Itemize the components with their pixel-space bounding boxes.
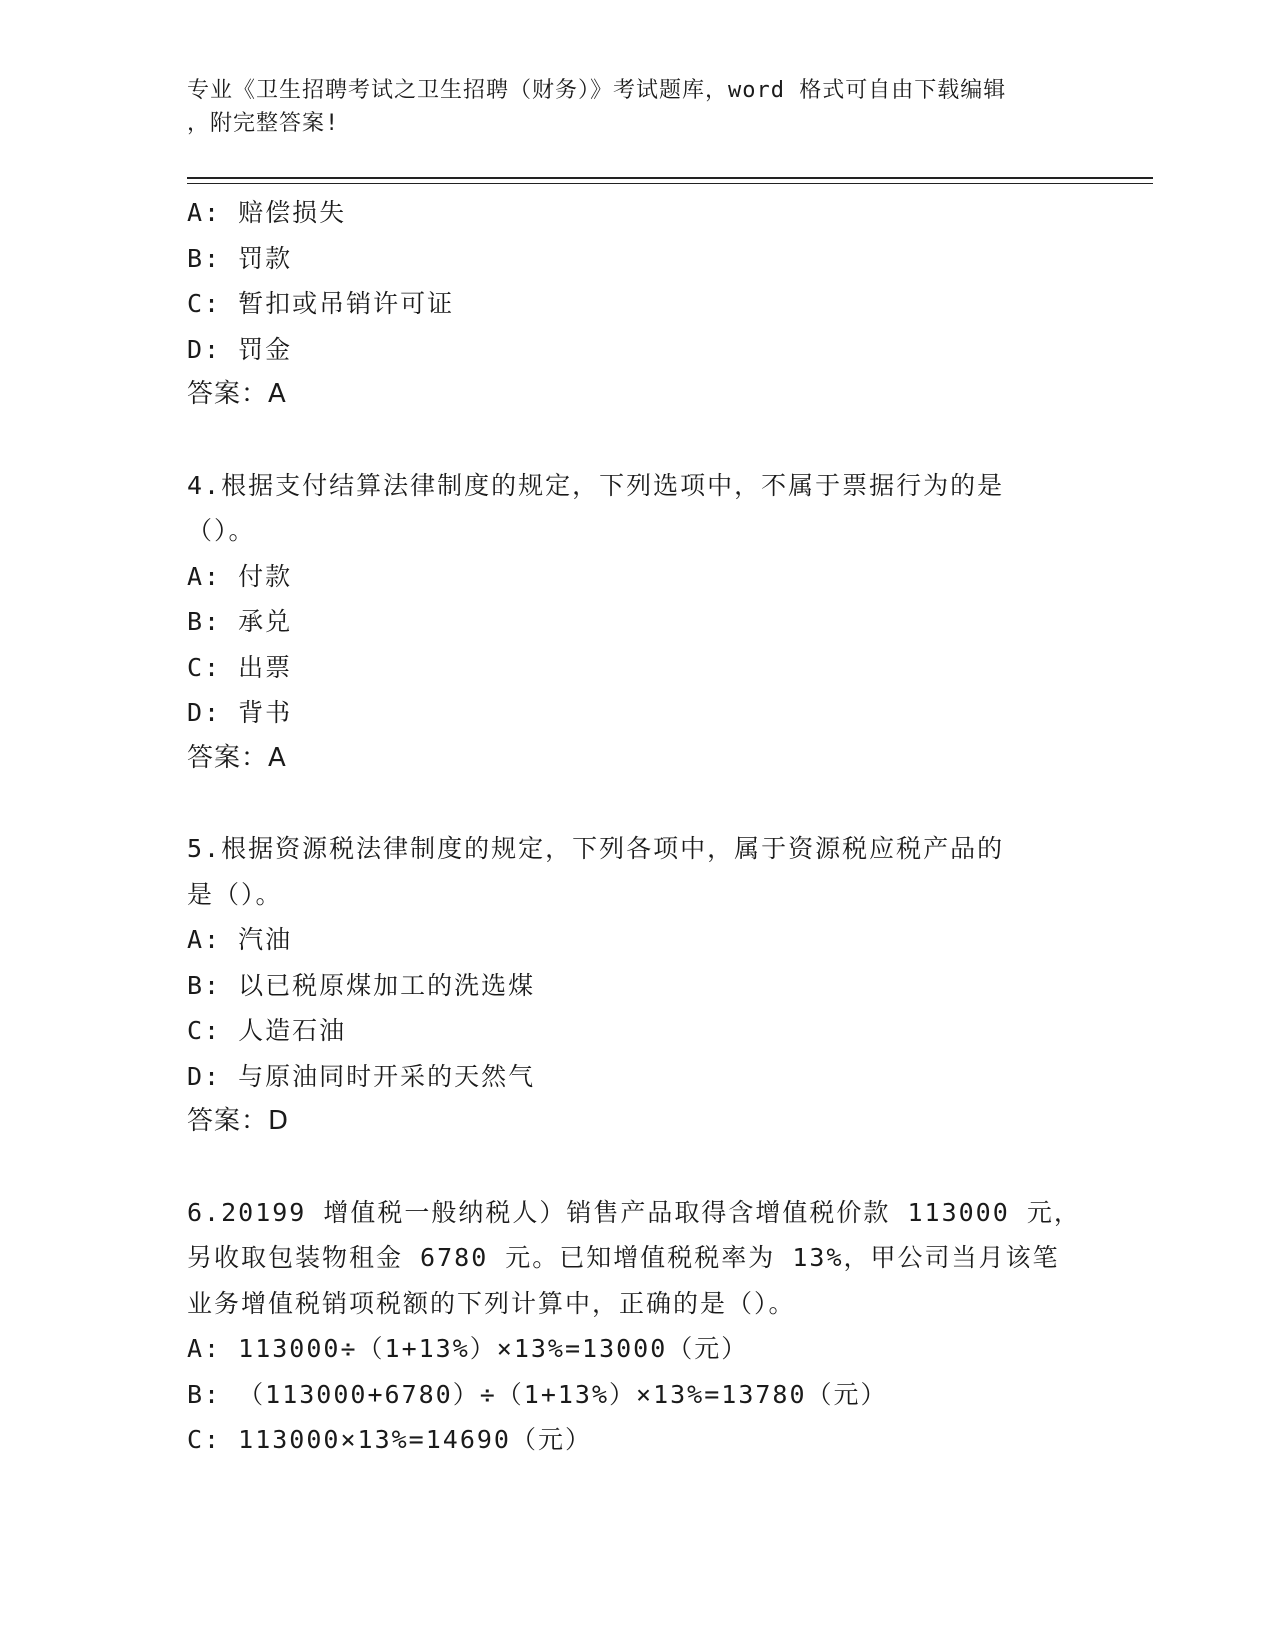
option-c: C: 113000×13%=14690（元）	[187, 1425, 592, 1454]
header-line-1: 专业《卫生招聘考试之卫生招聘（财务）》考试题库，word 格式可自由下载编辑	[187, 78, 1007, 103]
option-c: C: 出票	[187, 652, 293, 682]
question-stem: 6.20199 增值税一般纳税人）销售产品取得含增值税价款 113000 元，	[187, 1197, 1081, 1227]
question-stem-cont: 是（）。	[187, 879, 283, 909]
option-a: A: 付款	[187, 561, 293, 591]
answer: 答案：A	[187, 742, 287, 773]
option-d: D: 与原油同时开采的天然气	[187, 1061, 536, 1091]
question-stem: 5.根据资源税法律制度的规定，下列各项中，属于资源税应税产品的	[187, 834, 1005, 863]
option-a: A: 113000÷（1+13%）×13%=13000（元）	[187, 1334, 749, 1363]
header-line-2: ，附完整答案!	[187, 111, 340, 136]
option-b: B: 罚款	[187, 243, 293, 273]
question-stem-cont: 另收取包装物租金 6780 元。已知增值税税率为 13%，甲公司当月该笔	[187, 1243, 1060, 1272]
option-b: B: 承兑	[187, 607, 293, 636]
option-a: A: 汽油	[187, 925, 293, 954]
option-d: D: 罚金	[187, 334, 293, 364]
question-3	[187, 190, 1067, 418]
question-stem-cont: 业务增值税销项税额的下列计算中，正确的是（）。	[187, 1288, 796, 1318]
question-4	[187, 463, 1067, 782]
spacer	[187, 781, 1067, 826]
option-c: C: 暂扣或吊销许可证	[187, 289, 455, 318]
header-divider-thin	[187, 183, 1153, 184]
option-c: C: 人造石油	[187, 1016, 347, 1045]
option-d: D: 背书	[187, 698, 293, 727]
question-6	[187, 1190, 1081, 1463]
header-divider-thick	[187, 177, 1153, 179]
question-stem-cont: （）。	[187, 516, 256, 545]
option-b: B: 以已税原煤加工的洗选煤	[187, 970, 536, 1000]
answer: 答案：D	[187, 1106, 290, 1136]
question-5	[187, 826, 1067, 1145]
question-stem: 4.根据支付结算法律制度的规定，下列选项中，不属于票据行为的是	[187, 470, 1005, 500]
spacer	[187, 1145, 1067, 1190]
spacer	[187, 418, 1067, 463]
answer: 答案：A	[187, 379, 287, 409]
option-b: B: （113000+6780）÷（1+13%）×13%=13780（元）	[187, 1379, 888, 1409]
document-header	[187, 74, 1067, 140]
option-a: A: 赔偿损失	[187, 198, 347, 227]
question-list	[187, 190, 1081, 1463]
